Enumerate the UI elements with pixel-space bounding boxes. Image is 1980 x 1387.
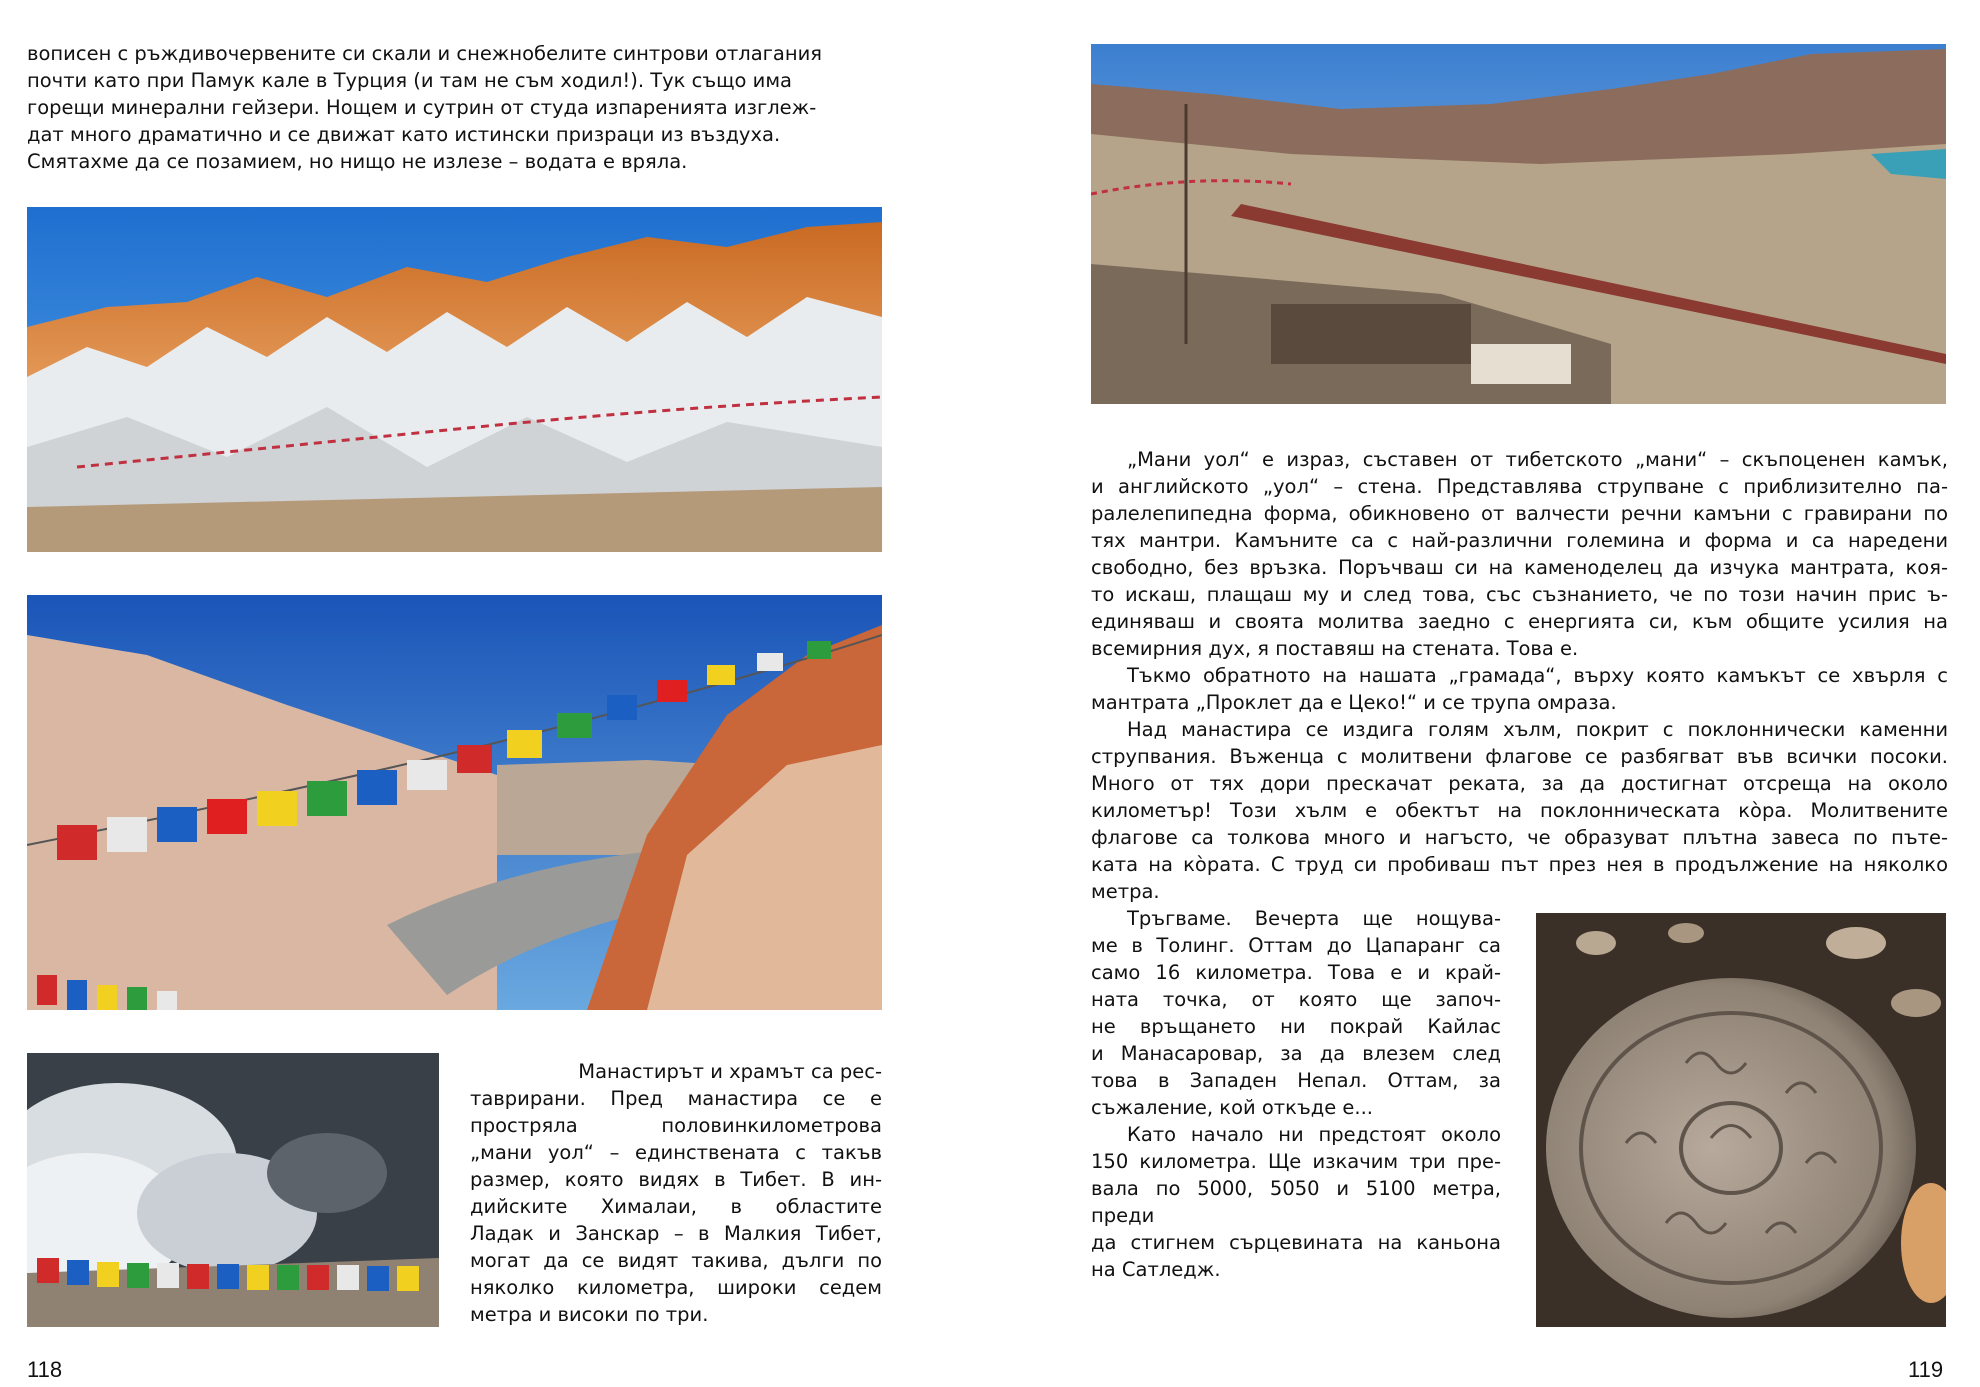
left-top-text — [27, 40, 884, 175]
text-line: дийските Хималаи, в областите — [470, 1195, 882, 1218]
text-line: таврирани. Пред манастира се е — [470, 1087, 882, 1110]
text-line: Като начало ни предстоят около — [1127, 1123, 1501, 1146]
text-line: единяваш и своята молитва заедно с енергията си, към общите усилия на — [1091, 610, 1948, 633]
text-line: флагове са толкова много и нагъсто, че образуват плътна завеса по пъте- — [1091, 826, 1948, 849]
text-line: няколко километра, широки седем — [470, 1276, 882, 1299]
photo-valley-mani-wall — [1091, 44, 1946, 404]
right-main-text — [1091, 446, 1948, 905]
text-line: метра и високи по три. — [470, 1303, 709, 1326]
text-line: 150 километра. Ще изкачим три пре- — [1091, 1150, 1501, 1173]
text-line: Манастирът и храмът са рес- — [578, 1060, 882, 1083]
photo-carved-mani-stone — [1536, 913, 1946, 1327]
photo-limestone-formations — [27, 207, 882, 552]
text-line: простряла половинкилометрова — [470, 1114, 882, 1137]
text-line: то искаш, плащаш му и след това, със съзнанието, че по този начин прис ъ- — [1091, 583, 1948, 606]
text-line: ката на кòрата. С труд си пробиваш път през нея в продължение на няколко — [1091, 853, 1948, 876]
text-line: и английското „уол“ – стена. Представлява струпване с приблизително па- — [1091, 475, 1948, 498]
text-line: „мани уол“ – единствената с такъв — [470, 1141, 882, 1164]
text-line: всемирния дух, я поставяш на стената. Това е. — [1091, 637, 1579, 660]
text-line: Тръгваме. Вечерта ще нощува- — [1127, 907, 1501, 930]
text-line: съжаление, кой откъде е... — [1091, 1096, 1373, 1119]
right-page — [990, 0, 1980, 1387]
text-line: Много от тях дори прескачат реката, за да достигнат отсреща на около — [1091, 772, 1948, 795]
text-line: свободно, без връзка. Поръчваш си на каменоделец да изчука мантрата, коя- — [1091, 556, 1948, 579]
photo-geyser-steam — [27, 1053, 439, 1327]
text-line: ме в Толинг. Оттам до Цапаранг са — [1091, 934, 1501, 957]
page-number-right: 119 — [1908, 1357, 1944, 1382]
text-line: тях мантри. Камъните са с най-различни големина и форма и са наредени — [1091, 529, 1948, 552]
right-side-text — [1091, 905, 1501, 1283]
text-line: могат да се видят такива, дълги по — [470, 1249, 882, 1272]
text-line: Над манастира се издига голям хълм, покрит с поклоннически каменни — [1127, 718, 1948, 741]
left-bottom-text — [470, 1058, 882, 1328]
text-line: вописен с ръждивочервените си скали и снежнобелите синтрови отлагания — [27, 42, 822, 65]
text-line: струпвания. Въженца с молитвени флагове се разбягват във всички посоки. — [1091, 745, 1948, 768]
text-line: размер, която видях в Тибет. В ин- — [470, 1168, 882, 1191]
text-line: не връщането ни покрай Кайлас — [1091, 1015, 1501, 1038]
text-line: ралелепипедна форма, обикновено от валчести речни камъни с гравирани по — [1091, 502, 1948, 525]
text-line: ната точка, от която ще започ- — [1091, 988, 1501, 1011]
text-line: метра. — [1091, 880, 1160, 903]
text-line: това в Западен Непал. Оттам, за — [1091, 1069, 1501, 1092]
text-line: Смятахме да се позамием, но нищо не излезе – водата е вряла. — [27, 150, 688, 173]
text-line: дат много драматично и се движат като истински призраци из въздуха. — [27, 123, 781, 146]
photo-prayer-flags-river — [27, 595, 882, 1010]
text-line: горещи минерални гейзери. Нощем и сутрин от студа изпаренията изглеж- — [27, 96, 817, 119]
text-line: само 16 километра. Това е и край- — [1091, 961, 1501, 984]
text-line: да стигнем сърцевината на каньона — [1091, 1231, 1501, 1254]
text-line: „Мани уол“ е израз, съставен от тибетското „мани“ – скъпоценен камък, — [1127, 448, 1948, 471]
text-line: километър! Този хълм е обектът на поклонническата кòра. Молитвените — [1091, 799, 1948, 822]
page-number-left: 118 — [27, 1357, 63, 1382]
text-line: Тъкмо обратното на нашата „грамада“, върху която камъкът се хвърля с — [1127, 664, 1948, 687]
text-line: вала по 5000, 5050 и 5100 метра, преди — [1091, 1177, 1501, 1227]
text-line: на Сатледж. — [1091, 1258, 1221, 1281]
text-line: мантрата „Проклет да е Цеко!“ и се трупа омраза. — [1091, 691, 1617, 714]
text-line: почти като при Памук кале в Турция (и там не съм ходил!). Тук също има — [27, 69, 792, 92]
text-line: Ладак и Занскар – в Малкия Тибет, — [470, 1222, 882, 1245]
text-line: и Манасаровар, за да влезем след — [1091, 1042, 1501, 1065]
